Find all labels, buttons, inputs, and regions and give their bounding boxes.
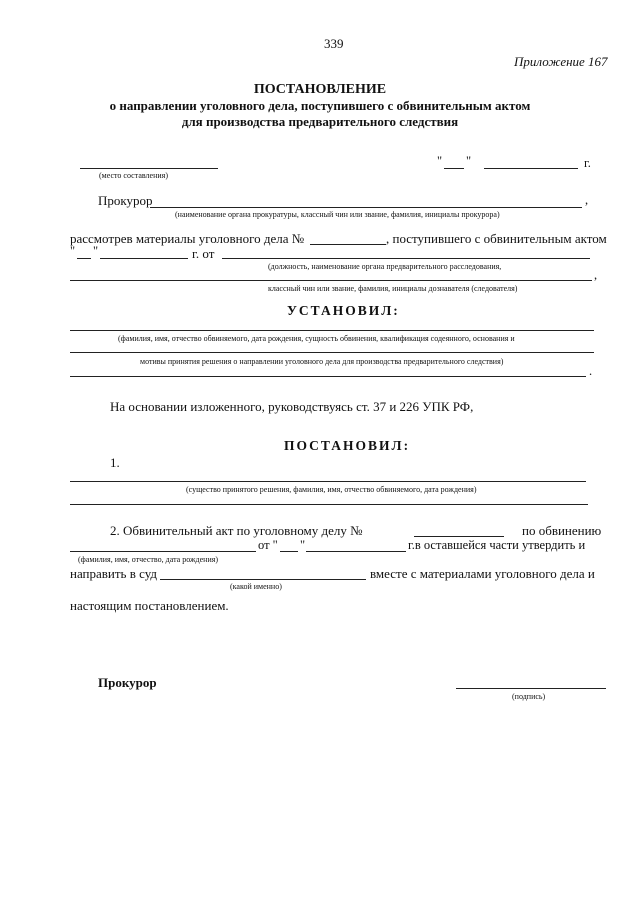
from-year-ot: г. от bbox=[192, 246, 215, 261]
from-month-field[interactable] bbox=[100, 258, 188, 259]
investigator-field-1[interactable] bbox=[222, 258, 590, 259]
date-year-suffix: г. bbox=[584, 156, 591, 170]
decided-heading: ПОСТАНОВИЛ: bbox=[284, 438, 411, 453]
reviewed-text-start: рассмотрев материалы уголовного дела № bbox=[70, 231, 305, 246]
investigator-caption-2: классный чин или звание, фамилия, инициалы дознавателя (следователя) bbox=[268, 284, 518, 293]
date-quote-open: " bbox=[437, 154, 443, 168]
send-to-court-text: направить в суд bbox=[70, 566, 158, 581]
appendix-label: Приложение 167 bbox=[514, 54, 608, 69]
place-caption: (место составления) bbox=[99, 171, 168, 180]
established-heading: УСТАНОВИЛ: bbox=[287, 303, 400, 318]
item2-ot: от " bbox=[258, 538, 278, 552]
signature-caption: (подпись) bbox=[512, 692, 546, 701]
place-field[interactable] bbox=[80, 168, 218, 169]
item1-number: 1. bbox=[110, 455, 120, 470]
reviewed-text-end: , поступившего с обвинительным актом bbox=[386, 231, 607, 246]
signature-label: Прокурор bbox=[98, 675, 157, 690]
item2-case-number-field[interactable] bbox=[414, 536, 504, 537]
prosecutor-comma: , bbox=[585, 193, 589, 207]
date-month-field[interactable] bbox=[484, 168, 578, 169]
document-subtitle-line1: о направлении уголовного дела, поступившего с обвинительным актом bbox=[109, 98, 531, 113]
from-quote-open: " bbox=[70, 244, 76, 258]
established-field-2[interactable] bbox=[70, 352, 594, 353]
item2-text-end: по обвинению bbox=[522, 523, 602, 538]
item1-field-2[interactable] bbox=[70, 504, 588, 505]
item2-accused-field[interactable] bbox=[70, 551, 256, 552]
investigator-field-2[interactable] bbox=[70, 280, 592, 281]
item2-month-field[interactable] bbox=[306, 551, 406, 552]
investigator-caption-1: (должность, наименование органа предварительного расследования, bbox=[268, 262, 502, 271]
established-field-1[interactable] bbox=[70, 330, 594, 331]
case-number-field[interactable] bbox=[310, 244, 386, 245]
established-caption-2: мотивы принятия решения о направлении уголовного дела для производства предварительного следствия) bbox=[140, 357, 504, 366]
established-caption-1: (фамилия, имя, отчество обвиняемого, дата рождения, сущность обвинения, квалификация содеянного, основания и bbox=[118, 334, 515, 343]
item2-text-start: 2. Обвинительный акт по уголовному делу № bbox=[110, 523, 363, 538]
prosecutor-label: Прокурор bbox=[98, 193, 153, 208]
date-quote-close: " bbox=[466, 154, 472, 168]
item2-tail: г.в оставшейся части утвердить и bbox=[408, 538, 586, 552]
document-title: ПОСТАНОВЛЕНИЕ bbox=[253, 82, 387, 97]
item2-caption: (фамилия, имя, отчество, дата рождения) bbox=[78, 555, 219, 564]
item1-field-1[interactable] bbox=[70, 481, 586, 482]
investigator-comma: , bbox=[594, 268, 598, 282]
item2-day-field[interactable] bbox=[280, 551, 298, 552]
from-quote-close: " bbox=[93, 244, 99, 258]
item1-caption: (существо принятого решения, фамилия, имя, отчество обвиняемого, дата рождения) bbox=[186, 485, 477, 494]
this-decision-text: настоящим постановлением. bbox=[70, 598, 229, 613]
signature-field[interactable] bbox=[456, 688, 606, 689]
item2-quote-close: " bbox=[300, 538, 306, 552]
established-period: . bbox=[589, 364, 593, 378]
established-field-3[interactable] bbox=[70, 376, 586, 377]
court-field[interactable] bbox=[160, 579, 366, 580]
prosecutor-field[interactable] bbox=[150, 207, 582, 208]
court-caption: (какой именно) bbox=[230, 582, 282, 591]
from-day-field[interactable] bbox=[77, 258, 91, 259]
prosecutor-caption: (наименование органа прокуратуры, классный чин или звание, фамилия, инициалы прокурора) bbox=[175, 210, 500, 219]
based-on-text: На основании изложенного, руководствуясь ст. 37 и 226 УПК РФ, bbox=[110, 399, 474, 414]
date-day-field[interactable] bbox=[444, 168, 464, 169]
document-subtitle-line2: для производства предварительного следствия bbox=[181, 114, 459, 129]
page-number: 339 bbox=[324, 36, 344, 51]
send-tail-text: вместе с материалами уголовного дела и bbox=[370, 566, 595, 581]
